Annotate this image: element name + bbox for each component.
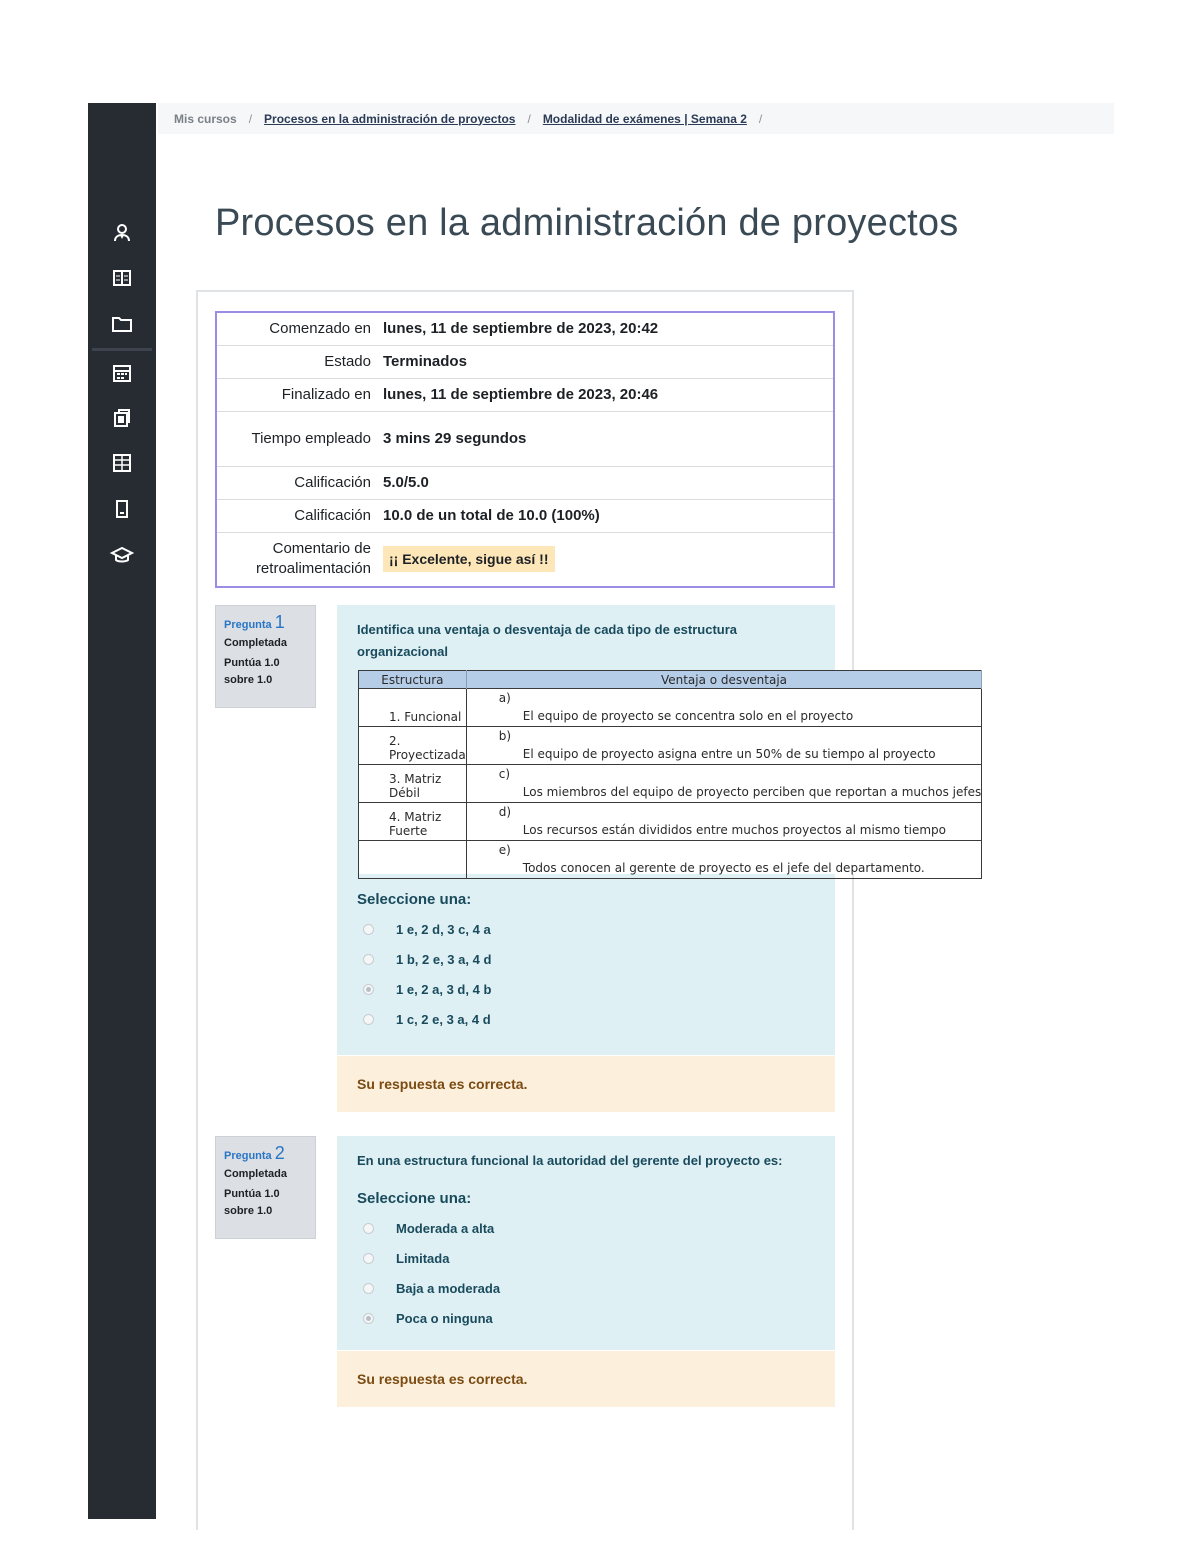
summary-label: Calificación: [216, 466, 377, 499]
question-outcome: Su respuesta es correcta.: [337, 1351, 835, 1407]
question-grade: Puntúa 1.0 sobre 1.0: [224, 1188, 280, 1217]
option-label: Limitada: [396, 1250, 450, 1266]
summary-row: [216, 345, 834, 378]
structure-cell: [359, 841, 467, 879]
advantage-text: Los miembros del equipo de proyecto perciben que reportan a muchos jefes: [522, 785, 982, 799]
advantage-letter: d): [498, 805, 512, 819]
question-text: En una estructura funcional la autoridad del gerente del proyecto es:: [357, 1153, 783, 1168]
bookmark-icon[interactable]: [110, 497, 134, 521]
header-structure: Estructura: [359, 671, 467, 689]
question-state: Completada: [224, 637, 287, 649]
attempt-summary-table: [215, 311, 835, 588]
answer-option[interactable]: [357, 974, 815, 1004]
breadcrumb-my-courses[interactable]: Mis cursos: [174, 111, 237, 126]
answer-option[interactable]: [357, 1303, 815, 1333]
radio-button[interactable]: [363, 1014, 374, 1025]
radio-button[interactable]: [363, 1253, 374, 1264]
sidebar: [88, 103, 156, 1519]
advantage-text: Todos conocen al gerente de proyecto es el jefe del departamento.: [522, 861, 925, 875]
radio-button[interactable]: [363, 954, 374, 965]
folder-icon[interactable]: [110, 312, 134, 336]
breadcrumb: [158, 103, 1114, 134]
advantage-cell: [466, 689, 981, 727]
grid-book-icon[interactable]: [110, 451, 134, 475]
structure-table-row: [359, 727, 982, 765]
structure-table-row: [359, 803, 982, 841]
answer-option[interactable]: [357, 914, 815, 944]
answer-options: [357, 914, 815, 1034]
page-title: Procesos en la administración de proyectos: [215, 202, 959, 244]
question-state: Completada: [224, 1168, 287, 1180]
summary-row: [216, 411, 834, 466]
advantage-cell: [466, 841, 981, 879]
summary-value: lunes, 11 de septiembre de 2023, 20:46: [377, 378, 834, 411]
copy-icon[interactable]: [110, 406, 134, 430]
feedback-badge: ¡¡ Excelente, sigue así !!: [383, 546, 555, 572]
summary-value: 3 mins 29 segundos: [377, 411, 834, 466]
summary-row: [216, 466, 834, 499]
structure-table: [358, 670, 982, 879]
summary-label: Tiempo empleado: [216, 411, 377, 466]
summary-row: [216, 499, 834, 532]
advantage-cell: [466, 765, 981, 803]
answer-option[interactable]: [357, 1243, 815, 1273]
user-graduate-icon[interactable]: [110, 221, 134, 245]
breadcrumb-separator: /: [248, 111, 253, 126]
structure-cell: 3. Matriz Débil: [359, 765, 467, 803]
structure-table-row: [359, 689, 982, 727]
summary-value: 10.0 de un total de 10.0 (100%): [377, 499, 834, 532]
answer-options: [357, 1213, 815, 1333]
advantage-cell: [466, 727, 981, 765]
answer-option[interactable]: [357, 1004, 815, 1034]
breadcrumb-separator: /: [758, 111, 763, 126]
answer-prompt: Seleccione una:: [357, 891, 472, 908]
radio-button-selected[interactable]: [363, 984, 374, 995]
structure-table-row: [359, 841, 982, 879]
option-label: 1 e, 2 a, 3 d, 4 b: [396, 981, 492, 997]
option-label: 1 b, 2 e, 3 a, 4 d: [396, 951, 492, 967]
open-book-icon[interactable]: [110, 266, 134, 290]
advantage-text: El equipo de proyecto asigna entre un 50% de su tiempo al proyecto: [522, 747, 936, 761]
radio-button[interactable]: [363, 924, 374, 935]
summary-row: [216, 378, 834, 411]
summary-label: Estado: [216, 345, 377, 378]
summary-label: Comenzado en: [269, 319, 371, 337]
answer-prompt: Seleccione una:: [357, 1190, 472, 1207]
summary-label: Finalizado en: [216, 378, 377, 411]
advantage-letter: c): [498, 767, 511, 781]
header-advantage: Ventaja o desventaja: [466, 671, 981, 689]
question-outcome: Su respuesta es correcta.: [337, 1056, 835, 1112]
question-number: 2: [274, 1143, 285, 1163]
structure-table-header: [359, 671, 982, 689]
option-label: 1 c, 2 e, 3 a, 4 d: [396, 1011, 491, 1027]
question-label: Pregunta: [224, 1150, 272, 1162]
advantage-cell: [466, 803, 981, 841]
summary-value: [377, 532, 834, 587]
radio-button[interactable]: [363, 1283, 374, 1294]
answer-option[interactable]: [357, 944, 815, 974]
summary-value: lunes, 11 de septiembre de 2023, 20:42: [383, 320, 659, 338]
advantage-text: El equipo de proyecto se concentra solo en el proyecto: [522, 709, 854, 723]
summary-row: [216, 532, 834, 587]
summary-value: Terminados: [377, 345, 834, 378]
radio-button[interactable]: [363, 1223, 374, 1234]
advantage-text: Los recursos están divididos entre muchos proyectos al mismo tiempo: [522, 823, 946, 837]
option-label: Baja a moderada: [396, 1280, 501, 1296]
radio-button-selected[interactable]: [363, 1313, 374, 1324]
question-number: 1: [274, 612, 285, 632]
breadcrumb-separator: /: [527, 111, 531, 126]
structure-table-image: [358, 670, 982, 875]
question-label: Pregunta: [224, 619, 272, 631]
sidebar-divider: [92, 348, 152, 351]
structure-cell: 1. Funcional: [359, 689, 467, 727]
advantage-letter: a): [498, 691, 511, 705]
breadcrumb-section[interactable]: Modalidad de exámenes | Semana 2: [542, 111, 747, 126]
option-label: 1 e, 2 d, 3 c, 4 a: [396, 921, 491, 937]
question-content: [337, 1136, 835, 1350]
graduation-cap-icon[interactable]: [110, 543, 134, 567]
question-text: Identifica una ventaja o desventaja de cada tipo de estructura organizacional: [357, 622, 738, 659]
structure-table-row: [359, 765, 982, 803]
structure-cell: 2. Proyectizada: [359, 727, 467, 765]
advantage-letter: b): [498, 729, 512, 743]
answer-option[interactable]: [357, 1273, 815, 1303]
advantage-letter: e): [498, 843, 511, 857]
option-label: Poca o ninguna: [396, 1310, 493, 1326]
summary-label: Comentario de retroalimentación: [216, 532, 377, 587]
calendar-icon[interactable]: [110, 361, 134, 385]
question-info: [215, 1136, 316, 1239]
question-grade: Puntúa 1.0 sobre 1.0: [224, 657, 280, 686]
option-label: Moderada a alta: [396, 1220, 495, 1236]
answer-option[interactable]: [357, 1213, 815, 1243]
summary-value: 5.0/5.0: [377, 466, 834, 499]
summary-label: Calificación: [216, 499, 377, 532]
breadcrumb-course[interactable]: Procesos en la administración de proyectos: [264, 111, 516, 126]
structure-cell: 4. Matriz Fuerte: [359, 803, 467, 841]
question-info: [215, 605, 316, 708]
summary-row: [216, 312, 834, 345]
